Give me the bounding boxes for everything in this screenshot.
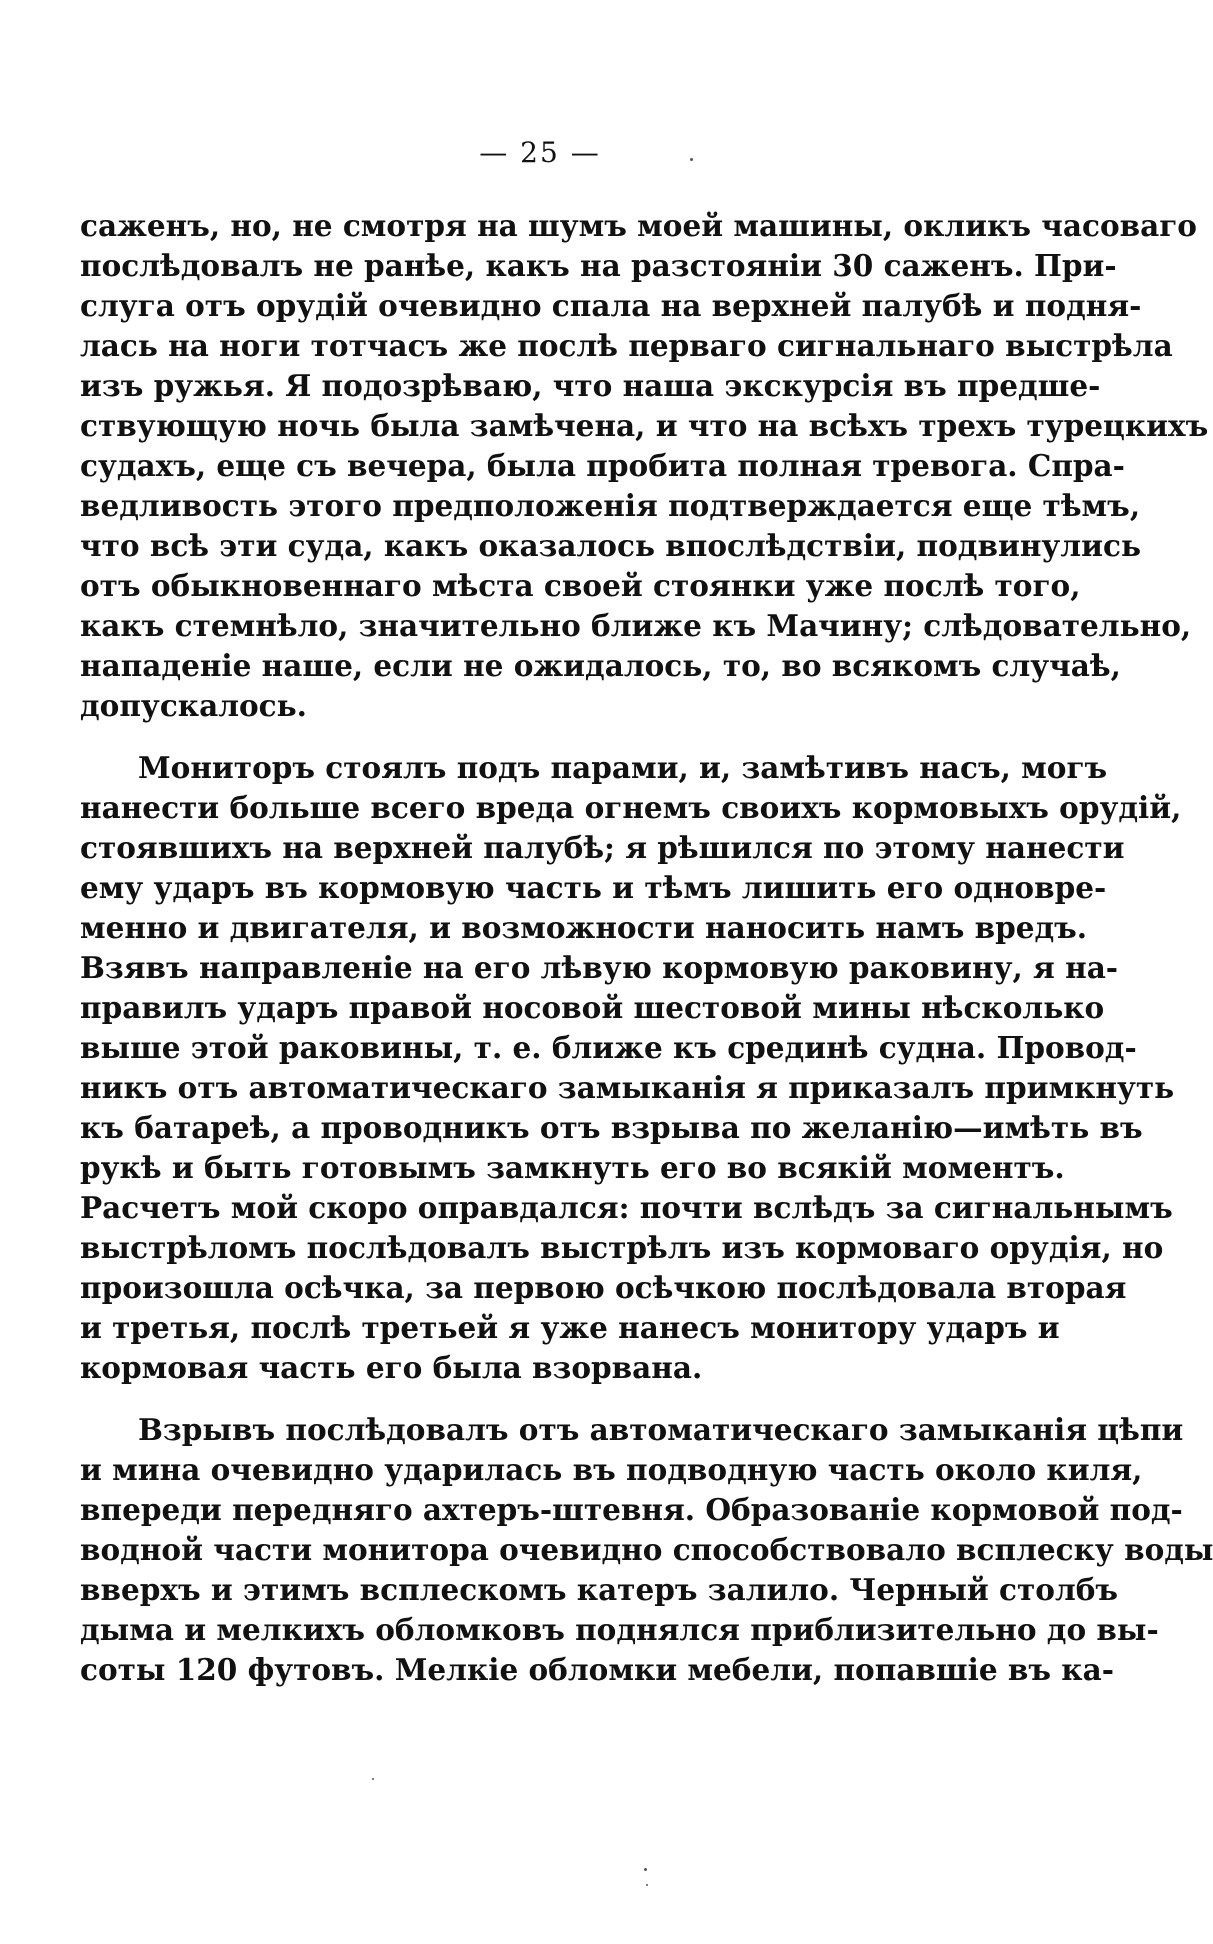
print-speck	[644, 1868, 647, 1871]
text-line: нанести больше всего вреда огнемъ своихъ кормовыхъ орудій,	[80, 790, 1182, 825]
text-line: впереди передняго ахтеръ-штевня. Образованіе кормовой под-	[80, 1492, 1183, 1527]
text-line: и третья, послѣ третьей я уже нанесъ монитору ударъ и	[80, 1310, 1060, 1345]
text-line: судахъ, еще съ вечера, была пробита полная тревога. Спра-	[80, 448, 1125, 483]
paragraph-spacer	[80, 1388, 1008, 1410]
text-line: ему ударъ въ кормовую часть и тѣмъ лишить его одновре-	[80, 870, 1107, 905]
text-line: къ батареѣ, а проводникъ отъ взрыва по желанію—имѣть въ	[80, 1110, 1143, 1145]
text-line: выстрѣломъ послѣдовалъ выстрѣлъ изъ кормоваго орудія, но	[80, 1230, 1164, 1265]
text-line: дыма и мелкихъ обломковъ поднялся приблизительно до вы-	[80, 1612, 1159, 1647]
text-line: произошла осѣчка, за первою осѣчкою послѣдовала вторая	[80, 1270, 1127, 1305]
text-line: Мониторъ стоялъ подъ парами, и, замѣтивъ насъ, могъ	[138, 750, 1108, 785]
text-line: Взрывъ послѣдовалъ отъ автоматическаго замыканія цѣпи	[138, 1412, 1184, 1447]
paragraph-1	[80, 206, 1209, 726]
text-line: никъ отъ автоматическаго замыканія я приказалъ примкнуть	[80, 1070, 1175, 1105]
print-speck	[372, 1778, 374, 1780]
paragraph-3	[80, 1410, 1213, 1690]
text-line: саженъ, но, не смотря на шумъ моей машины, окликъ часоваго	[80, 208, 1197, 243]
text-line: Расчетъ мой скоро оправдался: почти вслѣдъ за сигнальнымъ	[80, 1190, 1173, 1225]
text-line: отъ обыкновеннаго мѣста своей стоянки уже послѣ того,	[80, 568, 1081, 603]
text-line: кормовая часть его была взорвана.	[80, 1350, 703, 1385]
text-line: соты 120 футовъ. Мелкіе обломки мебели, попавшіе въ ка-	[80, 1652, 1114, 1687]
text-line: ствующую ночь была замѣчена, и что на всѣхъ трехъ турецкихъ	[80, 408, 1209, 443]
text-line: какъ стемнѣло, значительно ближе къ Мачину; слѣдовательно,	[80, 608, 1192, 643]
text-line: правилъ ударъ правой носовой шестовой мины нѣсколько	[80, 990, 1105, 1025]
text-line: нападеніе наше, если не ожидалось, то, во всякомъ случаѣ,	[80, 648, 1121, 683]
text-line: выше этой раковины, т. е. ближе къ срединѣ судна. Провод-	[80, 1030, 1137, 1065]
text-line: вверхъ и этимъ всплескомъ катеръ залило. Черный столбъ	[80, 1572, 1119, 1607]
page-number: — 25 —	[479, 136, 601, 169]
text-line: и мина очевидно ударилась въ подводную часть около киля,	[80, 1452, 1143, 1487]
text-line: менно и двигателя, и возможности наносить намъ вредъ.	[80, 910, 1088, 945]
print-speck	[646, 1884, 648, 1886]
text-line: лась на ноги тотчасъ же послѣ перваго сигнальнаго выстрѣла	[80, 328, 1173, 363]
text-line: Взявъ направленіе на его лѣвую кормовую раковину, я на-	[80, 950, 1119, 985]
text-line: стоявшихъ на верхней палубѣ; я рѣшился по этому нанести	[80, 830, 1125, 865]
text-line: водной части монитора очевидно способствовало всплеску воды	[80, 1532, 1213, 1567]
text-line: послѣдовалъ не ранѣе, какъ на разстояніи 30 саженъ. При-	[80, 248, 1117, 283]
body-text	[80, 206, 1213, 1690]
print-speck	[690, 158, 693, 161]
text-line: рукѣ и быть готовымъ замкнуть его во всякій моментъ.	[80, 1150, 1065, 1185]
paragraph-2	[80, 748, 1182, 1388]
text-line: ведливость этого предположенія подтверждается еще тѣмъ,	[80, 488, 1141, 523]
text-line: допускалось.	[80, 688, 307, 723]
text-line: что всѣ эти суда, какъ оказалось впослѣдствіи, подвинулись	[80, 528, 1141, 563]
text-line: слуга отъ орудій очевидно спала на верхней палубѣ и подня-	[80, 288, 1142, 323]
paragraph-spacer	[80, 726, 1008, 748]
text-line: изъ ружья. Я подозрѣваю, что наша экскурсія въ предше-	[80, 368, 1101, 403]
